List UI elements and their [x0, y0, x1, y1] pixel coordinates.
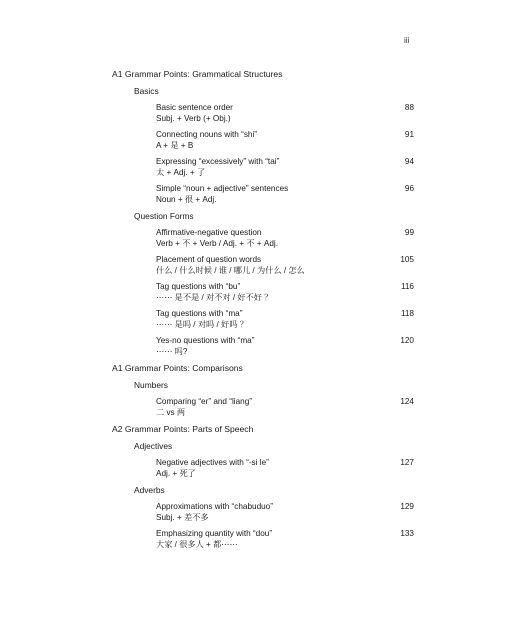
toc-entry[interactable] [156, 227, 414, 249]
toc-entry[interactable] [156, 335, 414, 357]
toc-entry[interactable] [156, 308, 414, 330]
toc-entry[interactable] [156, 129, 414, 151]
toc-entry-pattern: Verb + 不 + Verb / Adj. + 不 + Adj. [156, 239, 278, 248]
toc-entry[interactable] [156, 183, 414, 205]
toc-entry-title: Simple “noun + adjective” sentences [156, 184, 289, 193]
toc-entry-page-number: 88 [404, 103, 414, 112]
toc-entry-pattern: ⋯⋯ 是吗 / 对吗 / 好吗 ？ [156, 320, 248, 329]
toc-entry-page-number: 127 [400, 458, 414, 467]
toc-entry-title: Negative adjectives with “-si le” [156, 458, 269, 467]
toc-entry-pattern: Subj. + Verb (+ Obj.) [156, 114, 231, 123]
toc-entry[interactable] [156, 501, 414, 523]
toc-entry-title: Approximations with “chabuduo” [156, 502, 273, 511]
toc-entry-page-number: 129 [400, 502, 414, 511]
toc-entry-page-number: 94 [404, 157, 414, 166]
toc-entry-title: Expressing “excessively” with “tai” [156, 157, 280, 166]
toc-section-heading: A1 Grammar Points: Grammatical Structures [112, 69, 283, 79]
toc-entry-page-number: 91 [404, 130, 414, 139]
toc-entry-pattern: ⋯⋯ 是不是 / 对不对 / 好不好 ？ [156, 293, 273, 302]
table-of-contents [0, 68, 510, 555]
toc-subsection-heading: Question Forms [134, 211, 194, 221]
toc-entry[interactable] [156, 528, 414, 550]
toc-entry-pattern: 二 vs 两 [156, 408, 186, 417]
toc-entry-page-number: 105 [400, 255, 414, 264]
toc-entry-title: Emphasizing quantity with “dou” [156, 529, 273, 538]
toc-subsection-heading: Basics [134, 86, 159, 96]
toc-entry[interactable] [156, 396, 414, 418]
toc-entry-pattern: 太 + Adj. + 了 [156, 168, 206, 177]
toc-entry-page-number: 99 [404, 228, 414, 237]
toc-entry-pattern: ⋯⋯ 吗? [156, 347, 188, 356]
toc-entry-page-number: 120 [400, 336, 414, 345]
toc-entry-title: Comparing “er” and “liang” [156, 397, 253, 406]
toc-entry-page-number: 133 [400, 529, 414, 538]
toc-entry-page-number: 116 [400, 282, 414, 291]
toc-entry-title: Connecting nouns with “shi” [156, 130, 258, 139]
page-number: iii [404, 36, 410, 45]
toc-entry-title: Yes-no questions with “ma” [156, 336, 255, 345]
toc-section-heading: A2 Grammar Points: Parts of Speech [112, 424, 254, 434]
toc-entry-title: Basic sentence order [156, 103, 233, 112]
toc-entry-pattern: Noun + 很 + Adj. [156, 195, 217, 204]
toc-entry[interactable] [156, 254, 414, 276]
toc-entry-pattern: Adj. + 死了 [156, 469, 196, 478]
toc-entry[interactable] [156, 156, 414, 178]
toc-entry-page-number: 118 [400, 309, 414, 318]
toc-subsection-heading: Adverbs [134, 485, 165, 495]
toc-entry-title: Tag questions with “bu” [156, 282, 241, 291]
toc-entry-title: Affirmative-negative question [156, 228, 262, 237]
toc-entry-page-number: 124 [400, 397, 414, 406]
toc-entry[interactable] [156, 281, 414, 303]
toc-subsection-heading: Numbers [134, 380, 168, 390]
toc-entry-pattern: 大家 / 很多人 + 都⋯⋯ [156, 540, 238, 549]
toc-entry[interactable] [156, 102, 414, 124]
toc-entry-page-number: 96 [404, 184, 414, 193]
toc-entry-title: Placement of question words [156, 255, 262, 264]
toc-entry-pattern: Subj. + 差不多 [156, 513, 209, 522]
toc-entry-pattern: 什么 / 什么时候 / 谁 / 哪儿 / 为什么 / 怎么 [156, 266, 305, 275]
toc-subsection-heading: Adjectives [134, 441, 173, 451]
toc-entry-title: Tag questions with “ma” [156, 309, 243, 318]
toc-section-heading: A1 Grammar Points: Comparisons [112, 363, 243, 373]
toc-entry-pattern: A + 是 + B [156, 141, 194, 150]
toc-entry[interactable] [156, 457, 414, 479]
